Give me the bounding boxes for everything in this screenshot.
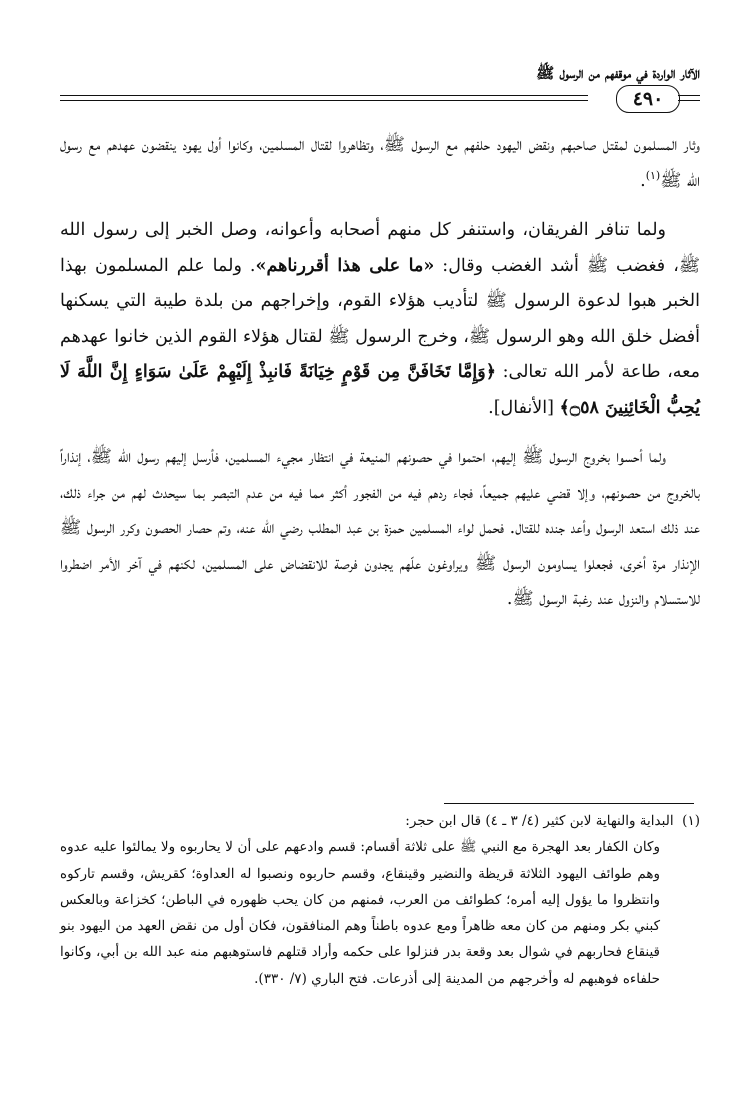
page-number-rule-right [678,95,700,101]
footnote-1-text: وكان الكفار بعد الهجرة مع النبي ﷺ على ثلاثة أقسام: قسم وادعهم على أن لا يحاربوه ولا يمالئوا عليه عدوه وهم طوائف اليهود الثلاثة قريظة والنضير وقينقاع، وقسم حاربوه ونصبوا له العداوة؛ كقريش، وقسم تاركوه وانتظروا ما يؤول إليه أمره؛ كطوائف من العرب، فمنهم من كان يحب ظهوره في الباطن؛ كخزاعة وبالعكس كبني بكر ومنهم من كان معه ظاهراً ومع عدوه باطناً وهم المنافقون، فكان أول من نقض العهد من اليهود بنو قينقاع فحاربهم في شوال بعد وقعة بدر فنزلوا على حكمه وأراد قتلهم فاستوهبهم منه عبد الله بن أبي، وكانوا حلفاءه فوهبهم له وأخرجهم من المدينة إلى أذرعات. فتح الباري (٧/ ٣٣٠). [60,839,660,987]
footnote-1-marker: (١) [682,813,700,829]
header-rule [60,95,588,101]
verse-reference: [الأنفال]. [488,397,560,418]
running-title: الآثار الواردة في موقفهم من الرسول ﷺ [536,64,700,82]
paragraph-2-text-a: ولما تنافر الفريقان، واستنفر كل منهم أصحابه وأعوانه، وصل الخبر إلى رسول الله ﷺ، فغضب ﷺ أشد الغضب وقال: [60,220,700,276]
quran-verse: ﴿وَإِمَّا تَخَافَنَّ مِن قَوْمٍ خِيَانَةً فَانبِذْ إِلَيْهِمْ عَلَىٰ سَوَاءٍ إِنَّ اللَّهَ لَا يُحِبُّ الْخَائِنِينَ ۝٥٨﴾ [60,362,700,418]
footnote-divider [444,803,694,804]
paragraph-1-end: . [640,170,646,191]
paragraph-1 [60,128,700,199]
prophet-quote: «ما على هذا أقررناهم» [255,255,435,276]
paragraph-2 [60,213,700,426]
page-number: ٤٩٠ [616,85,680,113]
paragraph-2-text-b: . ولما علم المسلمون بهذا الخبر هبوا لدعوة الرسول ﷺ لتأديب هؤلاء القوم، وإخراجهم من بلدة طيبة التي يسكنها أفضل خلق الله وهو الرسول ﷺ، وخرج الرسول ﷺ لقتال هؤلاء القوم الذين خانوا عهدهم معه، طاعة لأمر الله تعالى: [60,255,700,382]
page-header [60,62,700,112]
paragraph-1-text: وثار المسلمون لمقتل صاحبهم ونقض اليهود حلفهم مع الرسول ﷺ، وتظاهروا لقتال المسلمين، وكانوا أول يهود ينقضون عهدهم مع رسول الله ﷺ [60,135,700,191]
footnote-1-heading [60,808,700,834]
paragraph-3: ولما أحسوا بخروج الرسول ﷺ إليهم، احتموا في حصونهم المنيعة في انتظار مجيء المسلمين، فأرسل إليهم رسول الله ﷺ، إنذاراً بالخروج من حصونهم، وإلا قضي عليهم جميعاً، فجاء ردهم فيه من الفجور أكثر مما فيه من عدم التبصر بما سيحدث لهم من جراء ذلك، عند ذلك استعد الرسول وأعد جنده للقتال. فحمل لواء المسلمين حمزة بن عبد المطلب رضي الله عنه، وتم حصار الحصون وكرر الرسول ﷺ الإنذار مرة أخرى، فجعلوا يساومون الرسول ﷺ ويراوغون علّهم يجدون فرصة للانقضاض على المسلمين، لكنهم في آخر الأمر اضطروا للاستسلام والنزول عند رغبة الرسول ﷺ. [60,447,700,609]
footnotes [60,808,700,992]
main-text [60,128,700,618]
footnote-1-source: البداية والنهاية لابن كثير (٤/ ٣ ـ ٤) قال ابن حجر: [405,813,674,829]
footnote-ref-1: (١) [645,168,661,182]
